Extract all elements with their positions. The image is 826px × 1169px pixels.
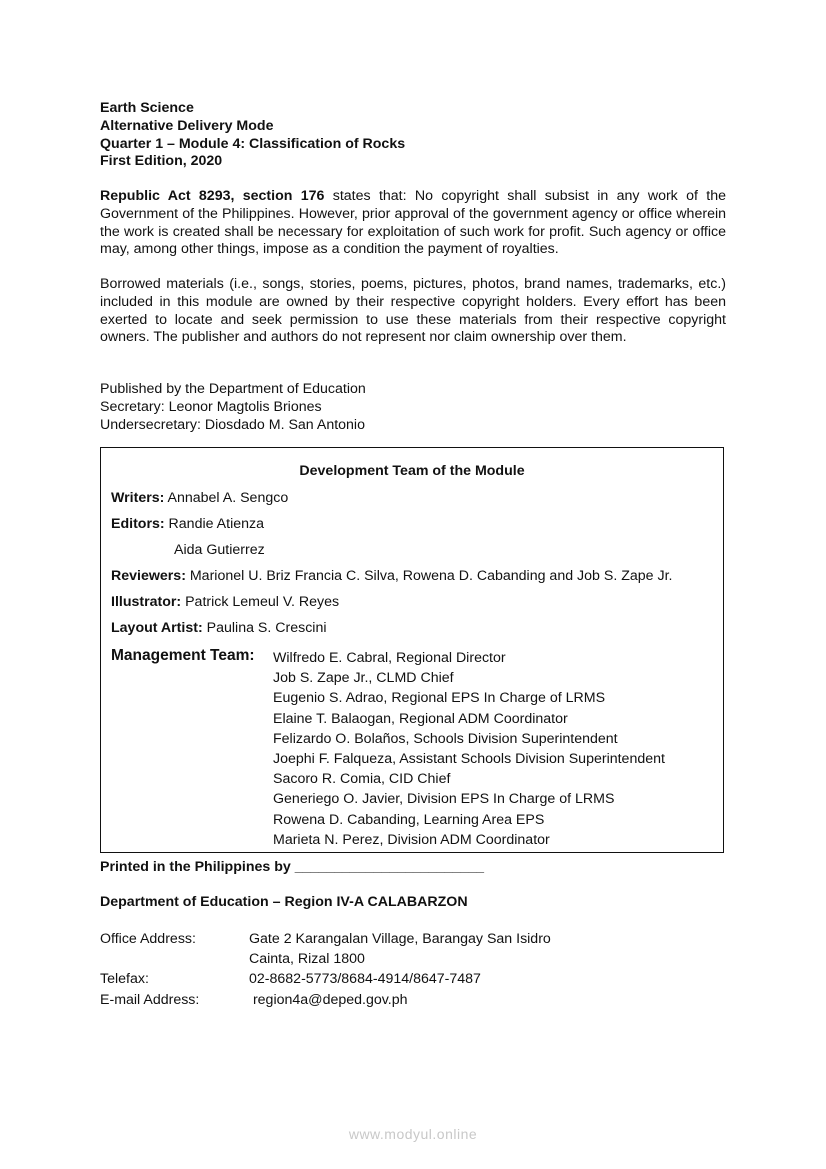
reviewers-label: Reviewers: <box>111 568 186 584</box>
contact-label <box>100 949 249 969</box>
undersecretary: Undersecretary: Diosdado M. San Antonio <box>100 416 365 433</box>
office-address-row <box>100 929 551 949</box>
management-member: Marieta N. Perez, Division ADM Coordinator <box>273 831 550 848</box>
management-member: Felizardo O. Bolaños, Schools Division Superintendent <box>273 730 618 747</box>
editor-2: Aida Gutierrez <box>174 542 265 558</box>
telefax-row <box>100 969 551 989</box>
borrowed-materials-paragraph: Borrowed materials (i.e., songs, stories, poems, pictures, photos, brand names, trademarks, etc.) included in this module are owned by their respective copyright holders. Every effort has been exerted to locate and seek permission to use these materials from their respective copyright owners. The publisher and authors do not represent nor claim ownership over them. <box>100 276 726 346</box>
editors-row <box>111 516 264 532</box>
management-member: Rowena D. Cabanding, Learning Area EPS <box>273 811 545 828</box>
team-title: Development Team of the Module <box>299 463 525 479</box>
law-reference: Republic Act 8293, section 176 <box>100 188 325 204</box>
management-team-label: Management Team: <box>111 647 255 664</box>
email-link[interactable]: region4a@deped.gov.ph <box>249 991 408 1008</box>
module-title: Quarter 1 – Module 4: Classification of Rocks <box>100 135 406 152</box>
reviewers-row <box>111 568 672 584</box>
reviewers-value: Marionel U. Briz Francia C. Silva, Rowena D. Cabanding and Job S. Zape Jr. <box>185 568 673 584</box>
writers-row <box>111 490 288 506</box>
management-member: Wilfredo E. Cabral, Regional Director <box>273 650 506 666</box>
layout-artist-row <box>111 620 327 636</box>
deped-region-heading: Department of Education – Region IV-A CALABARZON <box>100 894 468 910</box>
management-member: Job S. Zape Jr., CLMD Chief <box>273 670 454 687</box>
layout-artist-value: Paulina S. Crescini <box>202 620 327 636</box>
contact-value: 02-8682-5773/8684-4914/8647-7487 <box>249 971 481 988</box>
management-member: Joephi F. Falqueza, Assistant Schools Division Superintendent <box>273 751 665 768</box>
subject-title: Earth Science <box>100 100 194 116</box>
writers-value: Annabel A. Sengco <box>164 490 289 506</box>
management-member: Generiego O. Javier, Division EPS In Charge of LRMS <box>273 791 615 808</box>
copyright-paragraph <box>100 188 726 259</box>
office-address-row-2 <box>100 949 551 969</box>
illustrator-row <box>111 594 339 610</box>
email-row <box>100 990 551 1010</box>
secretary: Secretary: Leonor Magtolis Briones <box>100 398 322 415</box>
management-member: Eugenio S. Adrao, Regional EPS In Charge of LRMS <box>273 690 606 707</box>
illustrator-label: Illustrator: <box>111 594 182 610</box>
printed-by-line: Printed in the Philippines by ________________________ <box>100 859 485 875</box>
editor-1: Randie Atienza <box>164 516 264 532</box>
illustrator-value: Patrick Lemeul V. Reyes <box>181 594 340 610</box>
writers-label: Writers: <box>111 490 165 506</box>
title-block <box>100 100 405 171</box>
contact-label: Office Address: <box>100 931 196 947</box>
delivery-mode: Alternative Delivery Mode <box>100 117 274 134</box>
layout-artist-label: Layout Artist: <box>111 620 203 636</box>
editors-label: Editors: <box>111 516 165 532</box>
edition: First Edition, 2020 <box>100 153 223 170</box>
management-member: Elaine T. Balaogan, Regional ADM Coordinator <box>273 710 568 727</box>
contact-value: Gate 2 Karangalan Village, Barangay San Isidro <box>249 931 551 947</box>
published-by: Published by the Department of Education <box>100 381 366 397</box>
contact-block <box>100 929 551 1010</box>
watermark: www.modyul.online <box>348 1126 478 1142</box>
contact-value: Cainta, Rizal 1800 <box>249 951 365 968</box>
development-team-box <box>100 447 724 853</box>
management-team-list <box>273 648 665 850</box>
contact-label: Telefax: <box>100 971 149 988</box>
management-member: Sacoro R. Comia, CID Chief <box>273 771 451 788</box>
law-text: states that: No copyright shall subsist in any work of the Government of the Philippines. However, prior approval of the government agency or office wherein the work is created shall be necessary for exploitation of such work for profit. Such agency or office may, among other things, impose as a condition the payment of royalties. <box>100 188 726 258</box>
publisher-block <box>100 381 366 434</box>
contact-label: E-mail Address: <box>100 991 200 1008</box>
